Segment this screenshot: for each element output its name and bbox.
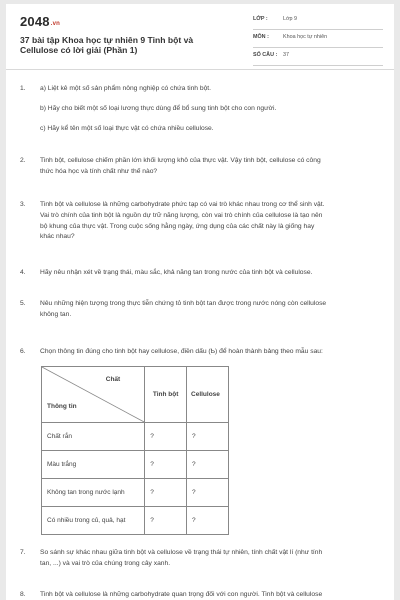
- question-line: Nêu những hiện tượng trong thực tiễn chứng tỏ tinh bột tan được trong nước nóng còn cellulose: [40, 300, 327, 307]
- document-meta: [253, 16, 383, 70]
- question-line: So sánh sự khác nhau giữa tinh bột và cellulose về trạng thái tự nhiên, tính chất vật lí (như tính: [40, 549, 323, 556]
- table-row: [42, 423, 229, 451]
- question-number: 5.: [20, 300, 26, 307]
- logo-suffix: .vn: [50, 21, 61, 27]
- row-label: Chất rắn: [42, 423, 145, 451]
- question-number: 6.: [20, 348, 26, 355]
- question-line: Tinh bột và cellulose là những carbohydrate phức tạp có vai trò khác nhau trong cơ thể sinh vật.: [40, 201, 325, 208]
- question-part: a) Liệt kê một số sản phẩm nông nghiệp có chứa tinh bột.: [40, 85, 212, 92]
- answer-cell-cellulose[interactable]: ?: [187, 479, 229, 507]
- question-1: [20, 84, 382, 134]
- question-line: Chọn thông tin đúng cho tinh bột hay cellulose, điền dấu (Ƅ) để hoàn thành bảng theo mẫu sau:: [40, 348, 323, 355]
- question-line: khác nhau?: [40, 233, 75, 241]
- logo-text: 2048: [20, 14, 50, 29]
- question-number: 3.: [20, 201, 26, 208]
- question-line: bộ khung của thực vật. Trong cuộc sống hằng ngày, ứng dụng của các chất này là giống hay: [40, 222, 315, 230]
- question-line: không tan.: [40, 310, 72, 318]
- table-row: [42, 479, 229, 507]
- meta-value: 37: [283, 52, 289, 58]
- question-line: Tinh bột, cellulose chiếm phần lớn khối lượng khô của thực vật. Vậy tinh bột, cellulose có công: [40, 157, 321, 164]
- question-3: [20, 200, 382, 243]
- answer-cell-starch[interactable]: ?: [145, 479, 187, 507]
- answer-cell-cellulose[interactable]: ?: [187, 451, 229, 479]
- question-number: 2.: [20, 157, 26, 164]
- question-6: [20, 347, 382, 358]
- row-label: Không tan trong nước lạnh: [42, 479, 145, 507]
- question-part: b) Hãy cho biết một số loại lương thực dùng để bổ sung tinh bột cho con người.: [40, 104, 277, 112]
- question-line: Hãy nêu nhận xét về trạng thái, màu sắc, khả năng tan trong nước của tinh bột và cellulose.: [40, 269, 313, 276]
- document-title: 37 bài tập Khoa học tự nhiên 9 Tinh bột và Cellulose có lời giải (Phần 1): [20, 35, 194, 55]
- question-5: [20, 299, 382, 321]
- answer-cell-starch[interactable]: ?: [145, 451, 187, 479]
- table-row: [42, 451, 229, 479]
- document-page: [6, 4, 394, 600]
- meta-label: LỚP :: [253, 16, 268, 22]
- site-logo[interactable]: [20, 14, 60, 29]
- meta-label: SỐ CÂU :: [253, 52, 278, 58]
- question-line: thức hóa học và tính chất như thế nào?: [40, 167, 158, 175]
- corner-label-substance: Chất: [105, 376, 121, 383]
- table-corner-cell: [42, 367, 145, 423]
- question-line: tan, ...) và vai trò của chúng trong cây xanh.: [40, 559, 171, 567]
- meta-value: Khoa học tự nhiên: [283, 34, 328, 40]
- question-8: [20, 590, 382, 600]
- answer-cell-starch[interactable]: ?: [145, 423, 187, 451]
- question-number: 7.: [20, 549, 26, 556]
- document-header: [6, 4, 394, 70]
- corner-label-info: Thông tin: [47, 403, 77, 410]
- question-line: Tinh bột và cellulose là những carbohydrate quan trọng đối với con người. Tinh bột và cellulose: [40, 591, 323, 598]
- question-part: c) Hãy kể tên một số loại thực vật có chứa nhiều cellulose.: [40, 124, 214, 132]
- question-number: 8.: [20, 591, 26, 598]
- question-4: [20, 268, 382, 279]
- answer-cell-cellulose[interactable]: ?: [187, 507, 229, 535]
- row-label: Màu trắng: [42, 451, 145, 479]
- meta-row-grade: [253, 16, 383, 30]
- column-header-cellulose: Cellulose: [187, 367, 229, 423]
- question-2: [20, 156, 382, 178]
- meta-row-count: [253, 52, 383, 66]
- table-row: [42, 507, 229, 535]
- question-line: Vai trò chính của tinh bột là nguồn dự trữ năng lượng, còn vai trò chính của cellulose là tạo nên: [40, 211, 323, 219]
- row-label: Có nhiều trong củ, quả, hạt: [42, 507, 145, 535]
- meta-label: MÔN :: [253, 34, 269, 40]
- question-7: [20, 548, 382, 570]
- column-header-starch: Tinh bột: [145, 367, 187, 423]
- diagonal-line: [42, 367, 146, 423]
- meta-value: Lớp 9: [283, 16, 298, 22]
- question-number: 1.: [20, 85, 26, 92]
- answer-cell-starch[interactable]: ?: [145, 507, 187, 535]
- answer-cell-cellulose[interactable]: ?: [187, 423, 229, 451]
- question-number: 4.: [20, 269, 26, 276]
- fill-in-table: [41, 366, 229, 535]
- meta-row-subject: [253, 34, 383, 48]
